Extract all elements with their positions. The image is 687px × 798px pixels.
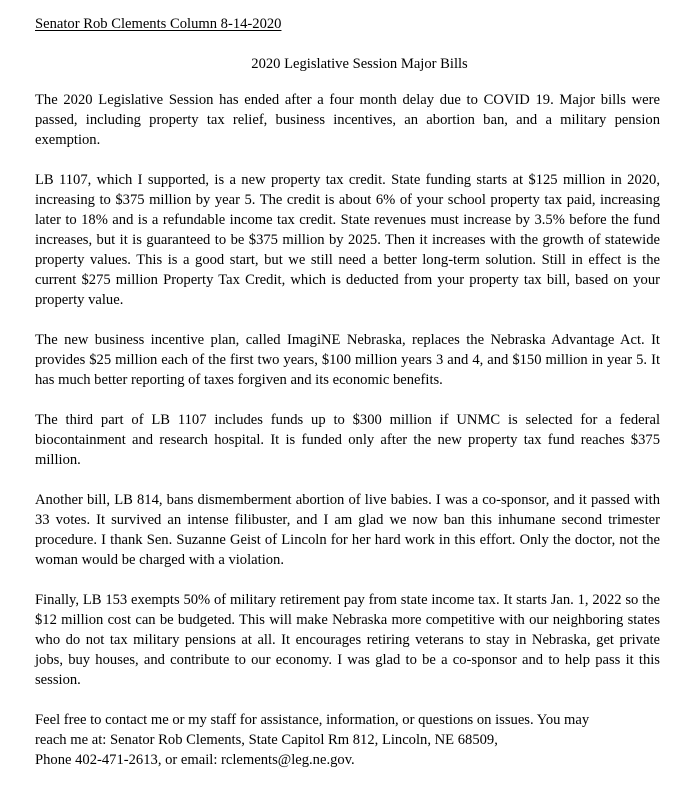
paragraph-lb-814: Another bill, LB 814, bans dismemberment abortion of live babies. I was a co-sponsor, and it passed with 33 votes. It survived an intense filibuster, and I am glad we now ban this inhumane second trimester procedure. I thank Sen. Suzanne Geist of Lincoln for her hard work in this effort. Only the doctor, not the woman would be charged with a violation. bbox=[35, 492, 660, 568]
contact-line-2: reach me at: Senator Rob Clements, State Capitol Rm 812, Lincoln, NE 68509, bbox=[35, 732, 498, 748]
paragraph-property-tax-credit: LB 1107, which I supported, is a new property tax credit. State funding starts at $125 million in 2020, increasing to $375 million by year 5. The credit is about 6% of your school property tax paid, increasing later to 18% and is a refundable income tax credit. State revenues must increase by 3.5% before the fund increases, but it is guaranteed to be $375 million by 2025. Then it increases with the growth of statewide property values. This is a good start, but we still need a better long-term solution. Still in effect is the current $275 million Property Tax Credit, which is deducted from your property tax bill, based on your property value. bbox=[35, 172, 660, 308]
contact-line-3: Phone 402-471-2613, or email: rclements@leg.ne.gov. bbox=[35, 752, 355, 768]
paragraph-unmc-hospital: The third part of LB 1107 includes funds up to $300 million if UNMC is selected for a federal biocontainment and research hospital. It is funded only after the new property tax fund reaches $375 million. bbox=[35, 412, 660, 468]
column-document bbox=[35, 14, 660, 770]
document-title: 2020 Legislative Session Major Bills bbox=[251, 56, 468, 72]
contact-line-1: Feel free to contact me or my staff for assistance, information, or questions on issues. You may bbox=[35, 712, 590, 728]
contact-block bbox=[35, 710, 660, 770]
paragraph-lb-153: Finally, LB 153 exempts 50% of military retirement pay from state income tax. It starts Jan. 1, 2022 so the $12 million cost can be budgeted. This will make Nebraska more competitive with our neighboring states who do not tax military pensions at all. It encourages retiring veterans to stay in Nebraska, get private jobs, buy houses, and contribute to our economy. I was glad to be a co-sponsor and to help pass it this session. bbox=[35, 592, 660, 688]
column-heading: Senator Rob Clements Column 8-14-2020 bbox=[35, 16, 282, 32]
paragraph-intro: The 2020 Legislative Session has ended after a four month delay due to COVID 19. Major bills were passed, including property tax relief, business incentives, an abortion ban, and a military pension exemption. bbox=[35, 92, 660, 148]
paragraph-business-incentive: The new business incentive plan, called ImagiNE Nebraska, replaces the Nebraska Advantage Act. It provides $25 million each of the first two years, $100 million years 3 and 4, and $150 million in year 5. It has much better reporting of taxes forgiven and its economic benefits. bbox=[35, 332, 660, 388]
